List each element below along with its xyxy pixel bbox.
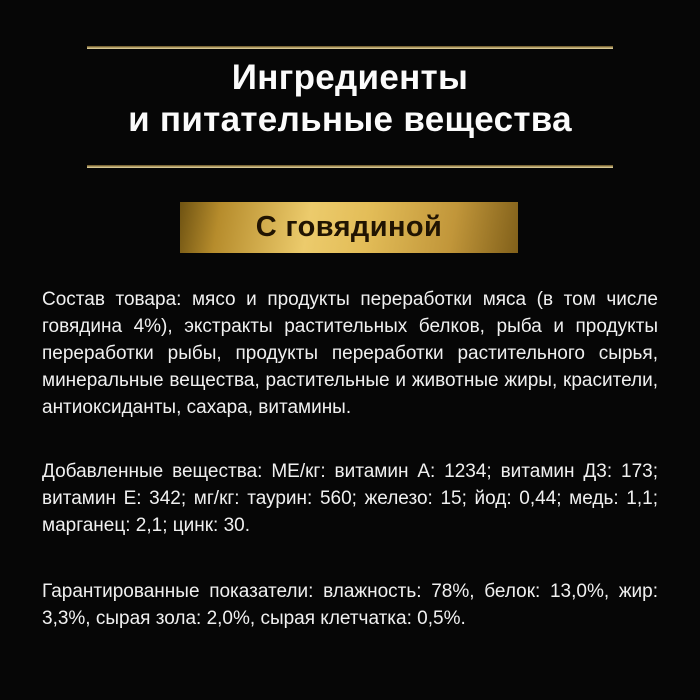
flavor-banner xyxy=(180,202,518,253)
additives-line: Добавленные вещества: МЕ/кг: витамин А: 1234; витамин Д3: 173; xyxy=(42,461,658,482)
page-title-line1: Ингредиенты xyxy=(231,58,469,97)
composition-line: минеральные вещества, растительные и животные жиры, красители, xyxy=(42,370,658,391)
additives-line: марганец: 2,1; цинк: 30. xyxy=(42,515,251,536)
composition-paragraph xyxy=(42,286,658,421)
flavor-banner-label: С говядиной xyxy=(255,211,443,243)
page-title xyxy=(0,57,700,141)
gold-divider-top xyxy=(87,46,613,49)
guaranteed-line: 3,3%, сырая зола: 2,0%, сырая клетчатка: 0,5%. xyxy=(42,608,466,629)
page-title-line2: и питательные вещества xyxy=(128,100,572,139)
guaranteed-paragraph xyxy=(42,578,658,632)
gold-divider-bottom xyxy=(87,165,613,168)
composition-line: антиоксиданты, сахара, витамины. xyxy=(42,397,352,418)
composition-line: говядина 4%), экстракты растительных белков, рыба и продукты xyxy=(42,316,658,337)
composition-line: Состав товара: мясо и продукты переработки мяса (в том числе xyxy=(42,289,658,310)
composition-line: переработки рыбы, продукты переработки растительного сырья, xyxy=(42,343,658,364)
guaranteed-line: Гарантированные показатели: влажность: 78%, белок: 13,0%, жир: xyxy=(42,581,658,602)
additives-paragraph xyxy=(42,458,658,539)
additives-line: витамин Е: 342; мг/кг: таурин: 560; железо: 15; йод: 0,44; медь: 1,1; xyxy=(42,488,658,509)
